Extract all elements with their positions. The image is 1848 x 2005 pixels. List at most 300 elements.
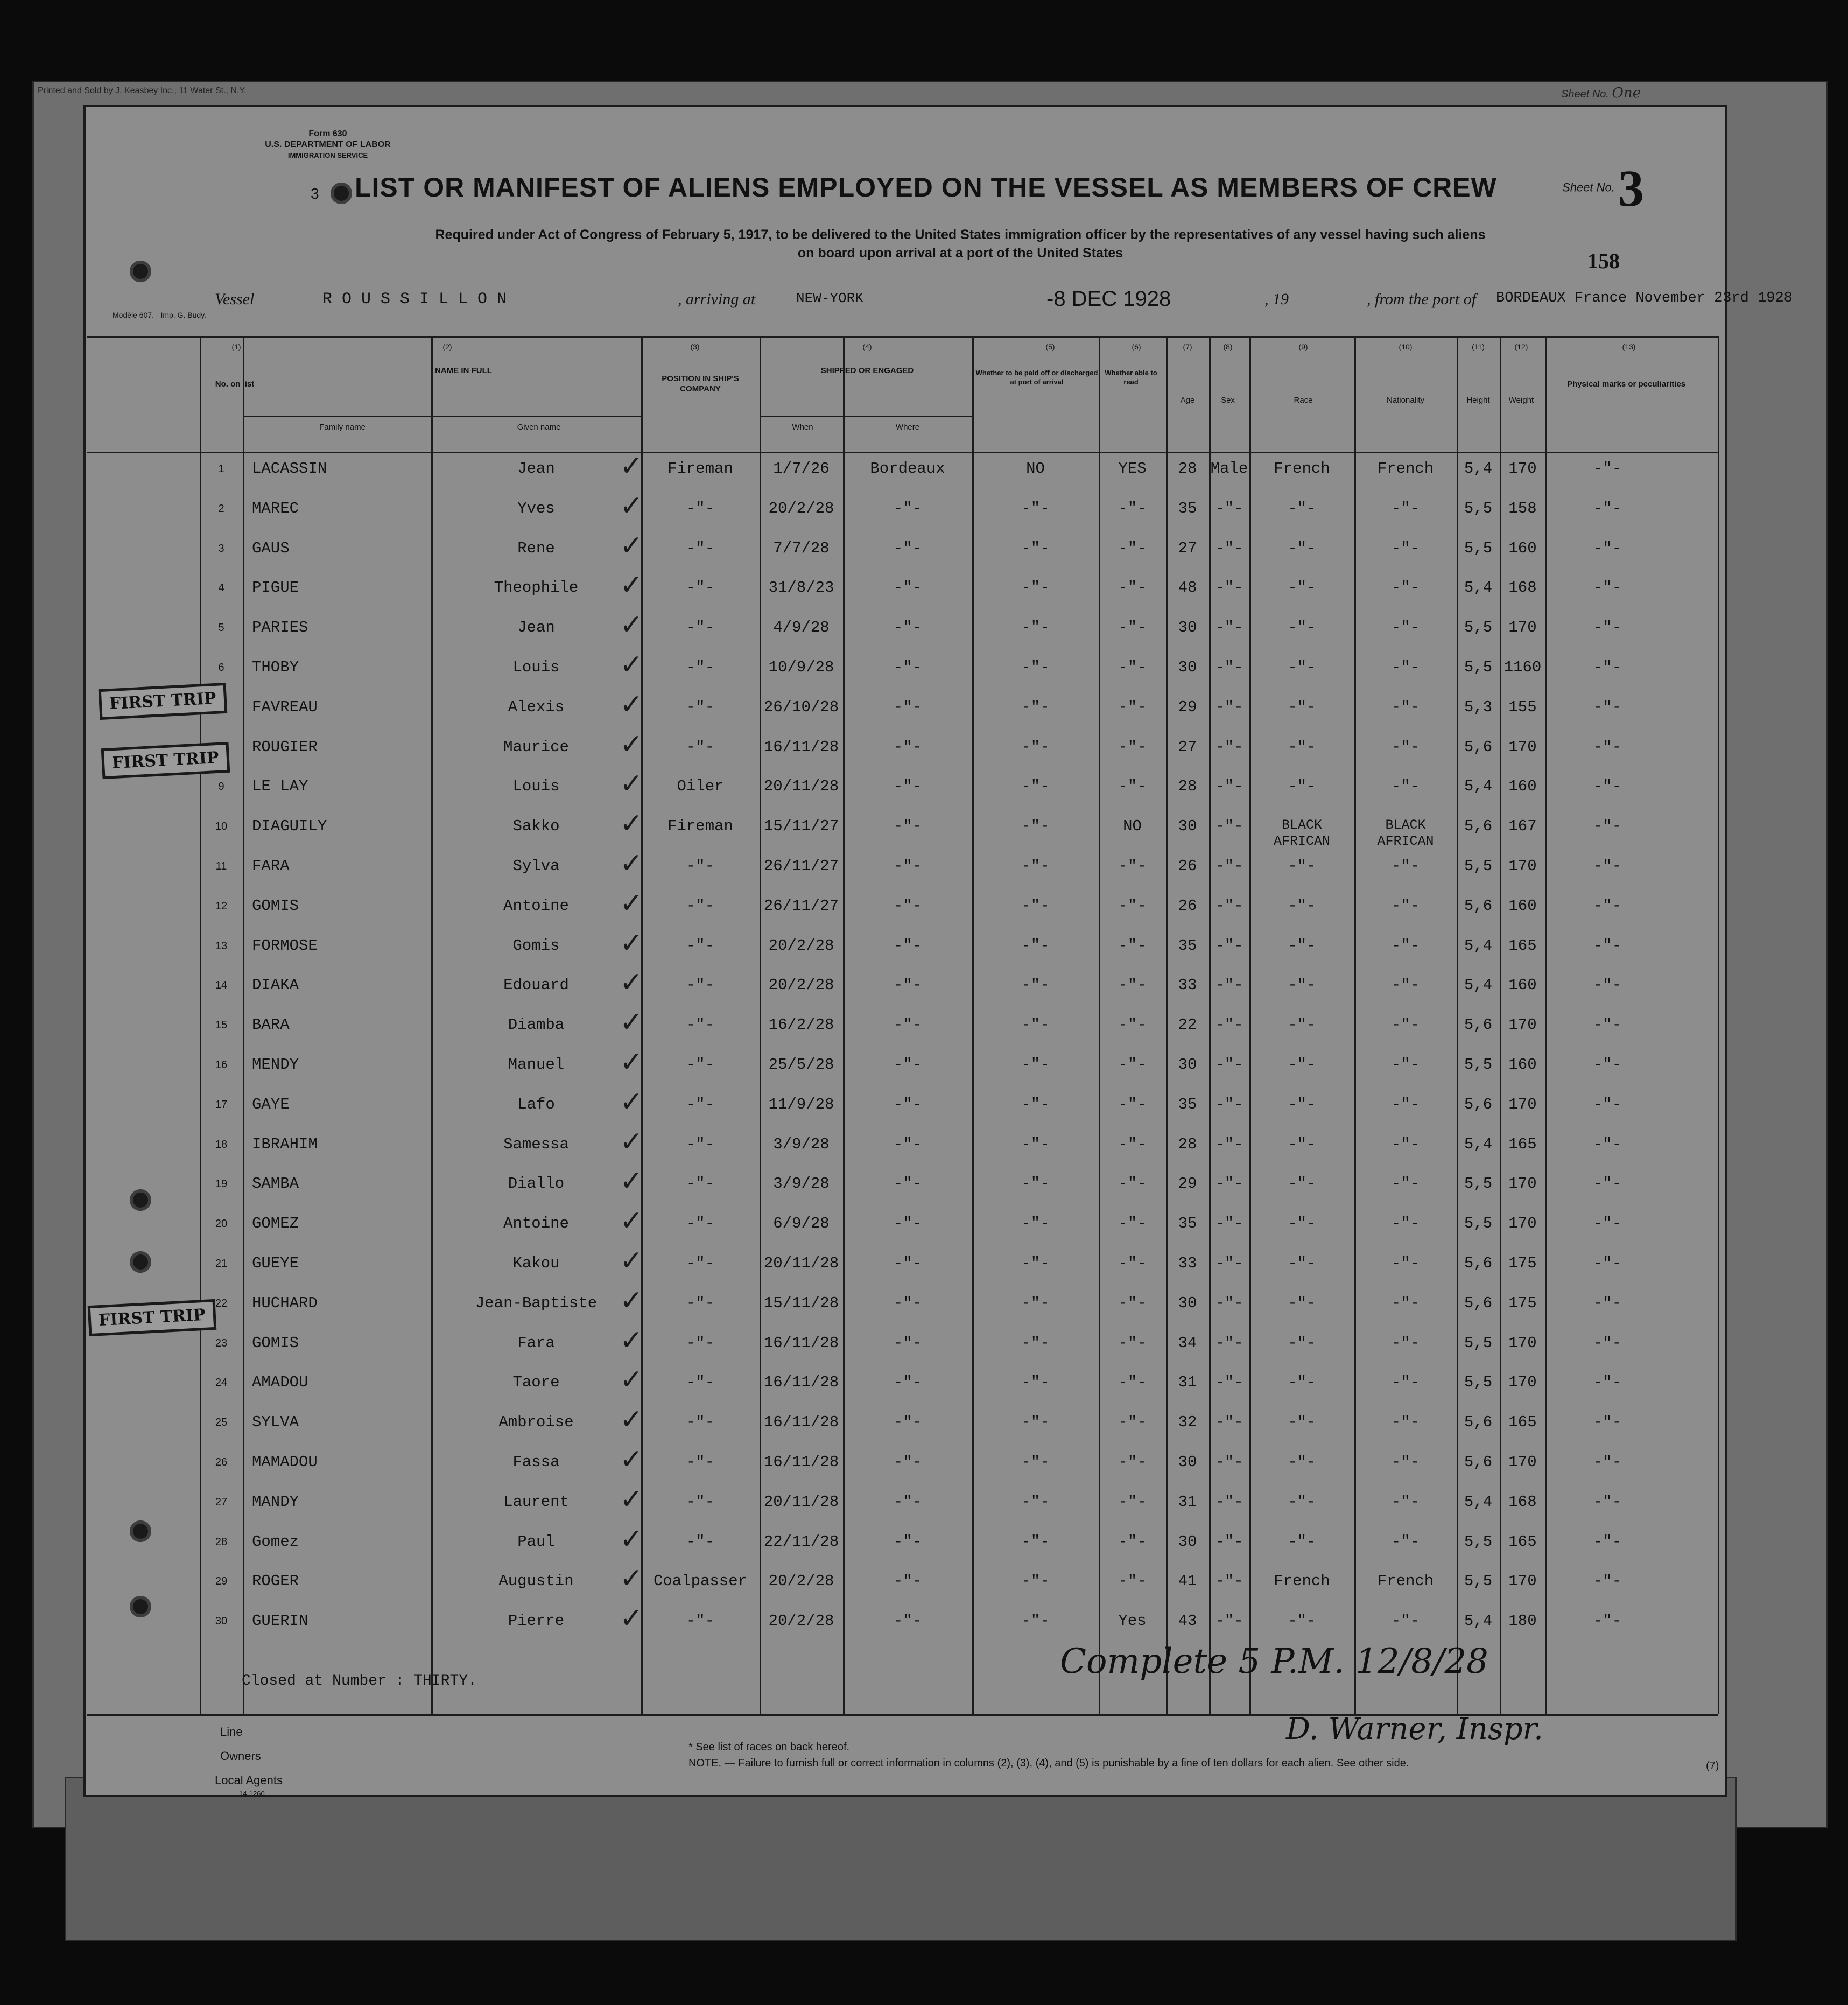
- cell-where: -"-: [893, 1572, 922, 1590]
- header-physical-marks: Physical marks or peculiarities: [1566, 380, 1686, 389]
- year-suffix: , 19: [1264, 290, 1289, 308]
- cell-marks: -"-: [1593, 539, 1622, 557]
- form-department-block: [215, 129, 441, 161]
- cell-given: Alexis: [508, 698, 565, 716]
- cell-read: -"-: [1118, 777, 1147, 796]
- cell-read: -"-: [1118, 1492, 1147, 1511]
- cell-family: IBRAHIM: [252, 1135, 318, 1153]
- cell-height: 5,6: [1464, 1254, 1493, 1272]
- cell-marks: -"-: [1593, 1373, 1622, 1392]
- cell-sex: -"-: [1215, 1215, 1243, 1233]
- cell-race: -"-: [1288, 1254, 1316, 1272]
- cell-where: -"-: [893, 1135, 922, 1153]
- cell-where: -"-: [893, 539, 922, 557]
- cell-when: 20/2/28: [768, 976, 834, 994]
- header-weight: Weight: [1508, 396, 1534, 405]
- cell-nationality: -"-: [1391, 698, 1420, 716]
- cell-paid-off: -"-: [1021, 817, 1050, 836]
- cell-when: 26/10/28: [763, 698, 839, 716]
- row-number: 10: [215, 821, 228, 833]
- cell-family: GAYE: [252, 1095, 290, 1113]
- cell-position: -"-: [686, 658, 715, 676]
- cell-weight: 1160: [1503, 658, 1542, 676]
- cell-race: French: [1274, 460, 1330, 478]
- cell-race: -"-: [1288, 1334, 1316, 1352]
- cell-nationality: BLACK AFRICAN: [1377, 817, 1434, 850]
- cell-nationality: -"-: [1391, 1334, 1420, 1352]
- cell-given: Diamba: [508, 1016, 565, 1034]
- arriving-port: NEW-YORK: [796, 290, 863, 306]
- row-number: 6: [218, 662, 224, 674]
- cell-sex: -"-: [1215, 499, 1243, 517]
- cell-where: -"-: [893, 777, 922, 796]
- cell-when: 16/11/28: [763, 1453, 839, 1471]
- punch-hole: [331, 183, 352, 204]
- cell-family: GOMIS: [252, 896, 299, 915]
- cell-height: 5,5: [1464, 1215, 1493, 1233]
- cell-position: -"-: [686, 1612, 715, 1630]
- verification-check-icon: ✓: [620, 1562, 643, 1595]
- cell-sex: -"-: [1215, 539, 1243, 557]
- cell-weight: 165: [1508, 1135, 1537, 1153]
- cell-height: 5,4: [1464, 777, 1493, 796]
- cell-age: 28: [1178, 460, 1197, 478]
- cell-weight: 168: [1508, 1492, 1537, 1511]
- verification-check-icon: ✓: [620, 489, 643, 522]
- failure-note: NOTE. — Failure to furnish full or correct information in columns (2), (3), (4), and (5) is punishable by a fine of ten dollars for each alien. See other side.: [688, 1757, 1409, 1769]
- cell-age: 30: [1178, 1056, 1197, 1074]
- header-shipped: SHIPPED OR ENGAGED: [820, 366, 914, 375]
- cell-paid-off: -"-: [1021, 1334, 1050, 1352]
- verification-check-icon: ✓: [620, 609, 643, 642]
- cell-nationality: -"-: [1391, 1215, 1420, 1233]
- cell-position: -"-: [686, 539, 715, 557]
- cell-family: MENDY: [252, 1056, 299, 1074]
- cell-given: Gomis: [512, 936, 560, 955]
- cell-where: -"-: [893, 1294, 922, 1312]
- cell-paid-off: -"-: [1021, 1453, 1050, 1471]
- cell-marks: -"-: [1593, 936, 1622, 955]
- cell-race: -"-: [1288, 539, 1316, 557]
- header-when: When: [792, 423, 813, 432]
- cell-when: 26/11/27: [763, 896, 839, 915]
- cell-marks: -"-: [1593, 857, 1622, 875]
- cell-weight: 160: [1508, 777, 1537, 796]
- verification-check-icon: ✓: [620, 1006, 643, 1039]
- cell-race: -"-: [1288, 1215, 1316, 1233]
- cell-given: Rene: [517, 539, 555, 557]
- cell-weight: 170: [1508, 619, 1537, 637]
- cell-given: Lafo: [517, 1095, 555, 1113]
- cell-given: Augustin: [498, 1572, 574, 1590]
- cell-height: 5,4: [1464, 1612, 1493, 1630]
- cell-paid-off: -"-: [1021, 1056, 1050, 1074]
- cell-sex: -"-: [1215, 1135, 1243, 1153]
- cell-position: -"-: [686, 1056, 715, 1074]
- cell-weight: 155: [1508, 698, 1537, 716]
- row-number: 29: [215, 1575, 228, 1588]
- races-note: * See list of races on back hereof.: [688, 1741, 850, 1753]
- print-info: Modèle 607. - Imp. G. Budy.: [113, 311, 207, 319]
- cell-sex: -"-: [1215, 1373, 1243, 1392]
- cell-race: -"-: [1288, 579, 1316, 597]
- cell-weight: 180: [1508, 1612, 1537, 1630]
- cell-paid-off: -"-: [1021, 698, 1050, 716]
- cell-where: -"-: [893, 579, 922, 597]
- cell-nationality: -"-: [1391, 976, 1420, 994]
- column-number: (4): [862, 342, 872, 351]
- cell-age: 31: [1178, 1373, 1197, 1392]
- form-number: Form 630: [308, 129, 347, 138]
- row-number: 12: [215, 900, 228, 912]
- cell-sex: -"-: [1215, 738, 1243, 756]
- cell-marks: -"-: [1593, 619, 1622, 637]
- cell-family: LE LAY: [252, 777, 308, 796]
- cell-height: 5,5: [1464, 619, 1493, 637]
- cell-paid-off: -"-: [1021, 1612, 1050, 1630]
- cell-race: -"-: [1288, 976, 1316, 994]
- cell-position: -"-: [686, 1254, 715, 1272]
- cell-weight: 160: [1508, 896, 1537, 915]
- cell-marks: -"-: [1593, 460, 1622, 478]
- cell-height: 5,6: [1464, 738, 1493, 756]
- table-column-rule: [243, 336, 244, 1714]
- cell-position: -"-: [686, 857, 715, 875]
- cell-sex: -"-: [1215, 777, 1243, 796]
- sheet-number: Sheet No. 3: [1562, 159, 1644, 217]
- row-number: 23: [215, 1337, 228, 1349]
- cell-position: -"-: [686, 1135, 715, 1153]
- cell-weight: 170: [1508, 1334, 1537, 1352]
- cell-age: 28: [1178, 777, 1197, 796]
- cell-sex: -"-: [1215, 1334, 1243, 1352]
- cell-family: GUERIN: [252, 1612, 308, 1630]
- cell-paid-off: -"-: [1021, 619, 1050, 637]
- cell-when: 10/9/28: [768, 658, 834, 676]
- cell-family: Gomez: [252, 1532, 299, 1551]
- cell-sex: -"-: [1215, 1095, 1243, 1113]
- manifest-sheet: [83, 105, 1793, 1798]
- cell-nationality: -"-: [1391, 896, 1420, 915]
- verification-check-icon: ✓: [620, 927, 643, 959]
- cell-family: FORMOSE: [252, 936, 318, 955]
- cell-given: Fassa: [512, 1453, 560, 1471]
- cell-sex: -"-: [1215, 1056, 1243, 1074]
- cell-given: Manuel: [508, 1056, 565, 1074]
- completion-note: Complete 5 P.M. 12/8/28: [1060, 1642, 1488, 1681]
- cell-read: -"-: [1118, 539, 1147, 557]
- cell-when: 20/2/28: [768, 1572, 834, 1590]
- cell-race: -"-: [1288, 1016, 1316, 1034]
- column-number: (5): [1045, 342, 1055, 351]
- cell-family: MANDY: [252, 1492, 299, 1511]
- cell-position: -"-: [686, 1095, 715, 1113]
- cell-paid-off: -"-: [1021, 896, 1050, 915]
- cell-marks: -"-: [1593, 579, 1622, 597]
- row-number: 19: [215, 1178, 228, 1190]
- cell-given: Jean-Baptiste: [475, 1294, 598, 1312]
- cell-when: 20/11/28: [763, 1492, 839, 1511]
- cell-marks: -"-: [1593, 698, 1622, 716]
- cell-given: Jean: [517, 460, 555, 478]
- cell-position: -"-: [686, 1413, 715, 1432]
- cell-paid-off: -"-: [1021, 1175, 1050, 1193]
- cell-read: NO: [1123, 817, 1142, 836]
- cell-age: 27: [1178, 738, 1197, 756]
- cell-position: -"-: [686, 619, 715, 637]
- line-label: Line: [220, 1725, 243, 1738]
- cell-paid-off: -"-: [1021, 499, 1050, 517]
- cell-where: -"-: [893, 619, 922, 637]
- verification-check-icon: ✓: [620, 569, 643, 602]
- side-mark: (7): [1706, 1760, 1719, 1772]
- cell-race: -"-: [1288, 1056, 1316, 1074]
- cell-family: GOMEZ: [252, 1215, 299, 1233]
- cell-given: Maurice: [503, 738, 569, 756]
- first-trip-stamp: FIRST TRIP: [99, 683, 227, 720]
- cell-race: -"-: [1288, 1492, 1316, 1511]
- cell-where: -"-: [893, 1175, 922, 1193]
- header-where: Where: [895, 423, 920, 432]
- cell-sex: -"-: [1215, 1572, 1243, 1590]
- cell-race: -"-: [1288, 1135, 1316, 1153]
- cell-age: 28: [1178, 1135, 1197, 1153]
- column-number: (12): [1514, 342, 1528, 351]
- cell-marks: -"-: [1593, 1056, 1622, 1074]
- cell-nationality: -"-: [1391, 1532, 1420, 1551]
- header-given-name: Given name: [517, 423, 561, 432]
- cell-height: 5,6: [1464, 1294, 1493, 1312]
- row-number: 11: [215, 860, 227, 872]
- cell-where: -"-: [893, 499, 922, 517]
- cell-age: 35: [1178, 499, 1197, 517]
- cell-where: -"-: [893, 1215, 922, 1233]
- verification-check-icon: ✓: [620, 1443, 643, 1476]
- cell-when: 7/7/28: [773, 539, 830, 557]
- cell-paid-off: -"-: [1021, 1413, 1050, 1432]
- cell-paid-off: -"-: [1021, 1572, 1050, 1590]
- cell-race: -"-: [1288, 1373, 1316, 1392]
- header-paid-off: Whether to be paid off or discharged at port of arrival: [975, 369, 1098, 386]
- cell-marks: -"-: [1593, 1254, 1622, 1272]
- cell-weight: 165: [1508, 1413, 1537, 1432]
- first-trip-stamp: FIRST TRIP: [88, 1299, 216, 1336]
- cell-sex: -"-: [1215, 817, 1243, 836]
- cell-read: -"-: [1118, 936, 1147, 955]
- verification-check-icon: ✓: [620, 887, 643, 920]
- header-able-to-read: Whether able to read: [1105, 369, 1157, 386]
- cell-position: -"-: [686, 499, 715, 517]
- cell-nationality: French: [1377, 460, 1434, 478]
- cell-height: 5,4: [1464, 1492, 1493, 1511]
- cell-when: 11/9/28: [768, 1095, 834, 1113]
- verification-check-icon: ✓: [620, 1404, 643, 1436]
- manifest-subtitle: Required under Act of Congress of February 5, 1917, to be delivered to the United States immigration officer by the representatives of any vessel having such aliens on board upon arrival at a port of the United States: [435, 227, 1486, 261]
- row-number: 5: [218, 622, 224, 634]
- column-number: (2): [442, 342, 452, 351]
- cell-given: Sakko: [512, 817, 560, 836]
- cell-where: -"-: [893, 1453, 922, 1471]
- cell-given: Antoine: [503, 896, 569, 915]
- cell-position: Fireman: [667, 460, 733, 478]
- cell-family: AMADOU: [252, 1373, 308, 1392]
- cell-race: -"-: [1288, 1413, 1316, 1432]
- cell-race: -"-: [1288, 499, 1316, 517]
- cell-weight: 170: [1508, 1016, 1537, 1034]
- cell-age: 35: [1178, 1095, 1197, 1113]
- column-number: (9): [1298, 342, 1308, 351]
- verification-check-icon: ✓: [620, 966, 643, 999]
- row-number: 4: [218, 582, 224, 594]
- cell-sex: Male: [1210, 460, 1248, 478]
- cell-sex: -"-: [1215, 1294, 1243, 1312]
- cell-race: -"-: [1288, 1453, 1316, 1471]
- cell-sex: -"-: [1215, 896, 1243, 915]
- cell-when: 20/2/28: [768, 936, 834, 955]
- cell-position: -"-: [686, 896, 715, 915]
- stray-mark: 3: [311, 185, 319, 202]
- cell-marks: -"-: [1593, 1413, 1622, 1432]
- cell-paid-off: -"-: [1021, 738, 1050, 756]
- row-number: 28: [215, 1536, 228, 1548]
- cell-height: 5,3: [1464, 698, 1493, 716]
- cell-nationality: -"-: [1391, 1294, 1420, 1312]
- header-race: Race: [1294, 396, 1313, 405]
- verification-check-icon: ✓: [620, 808, 643, 840]
- subheader-rule: [760, 416, 972, 417]
- cell-marks: -"-: [1593, 777, 1622, 796]
- cell-when: 20/2/28: [768, 1612, 834, 1630]
- cell-paid-off: -"-: [1021, 1373, 1050, 1392]
- column-number: (11): [1472, 342, 1485, 351]
- row-number: 24: [215, 1377, 228, 1389]
- inspector-signature: D. Warner, Inspr.: [1286, 1712, 1543, 1747]
- cell-nationality: -"-: [1391, 936, 1420, 955]
- cell-sex: -"-: [1215, 976, 1243, 994]
- cell-position: -"-: [686, 1215, 715, 1233]
- column-number: (3): [690, 342, 700, 351]
- header-family-name: Family name: [319, 423, 366, 432]
- cell-age: 33: [1178, 1254, 1197, 1272]
- entry-count: 158: [1587, 249, 1620, 273]
- header-height: Height: [1466, 396, 1490, 405]
- cell-race: -"-: [1288, 658, 1316, 676]
- verification-check-icon: ✓: [620, 1046, 643, 1078]
- cell-height: 5,5: [1464, 658, 1493, 676]
- cell-where: -"-: [893, 1254, 922, 1272]
- cell-given: Louis: [512, 658, 560, 676]
- arriving-label: , arriving at: [678, 290, 756, 308]
- local-agents-label: Local Agents: [215, 1773, 283, 1787]
- cell-sex: -"-: [1215, 1612, 1243, 1630]
- cell-weight: 160: [1508, 1056, 1537, 1074]
- column-number: (1): [231, 342, 241, 351]
- verification-check-icon: ✓: [620, 1483, 643, 1516]
- verification-check-icon: ✓: [620, 1085, 643, 1118]
- cell-age: 30: [1178, 619, 1197, 637]
- cell-height: 5,4: [1464, 1135, 1493, 1153]
- cell-marks: -"-: [1593, 817, 1622, 836]
- column-number: (6): [1132, 342, 1141, 351]
- cell-when: 1/7/26: [773, 460, 830, 478]
- verification-check-icon: ✓: [620, 688, 643, 721]
- cell-family: ROGER: [252, 1572, 299, 1590]
- cell-given: Ambroise: [498, 1413, 574, 1432]
- header-name-in-full: NAME IN FULL: [435, 366, 492, 375]
- column-number: (13): [1622, 342, 1636, 351]
- verification-check-icon: ✓: [620, 1602, 643, 1635]
- cell-nationality: -"-: [1391, 777, 1420, 796]
- cell-marks: -"-: [1593, 1492, 1622, 1511]
- cell-family: GAUS: [252, 539, 290, 557]
- cell-family: SAMBA: [252, 1175, 299, 1193]
- cell-nationality: -"-: [1391, 619, 1420, 637]
- cell-height: 5,6: [1464, 1413, 1493, 1432]
- cell-position: -"-: [686, 1016, 715, 1034]
- cell-read: -"-: [1118, 1413, 1147, 1432]
- table-row-rule: [87, 336, 1718, 338]
- cell-race: -"-: [1288, 619, 1316, 637]
- cell-marks: -"-: [1593, 1572, 1622, 1590]
- cell-given: Pierre: [508, 1612, 565, 1630]
- verification-check-icon: ✓: [620, 529, 643, 562]
- cell-age: 22: [1178, 1016, 1197, 1034]
- cell-where: -"-: [893, 976, 922, 994]
- cell-family: MAREC: [252, 499, 299, 517]
- cell-sex: -"-: [1215, 936, 1243, 955]
- cell-weight: 170: [1508, 857, 1537, 875]
- agents-code: 14-1260: [239, 1790, 265, 1798]
- cell-given: Louis: [512, 777, 560, 796]
- cell-position: -"-: [686, 936, 715, 955]
- cell-given: Diallo: [508, 1175, 565, 1193]
- cell-marks: -"-: [1593, 1215, 1622, 1233]
- vessel-name: R O U S S I L L O N: [322, 290, 507, 309]
- cell-family: GUEYE: [252, 1254, 299, 1272]
- cell-where: -"-: [893, 1532, 922, 1551]
- cell-age: 29: [1178, 1175, 1197, 1193]
- cell-marks: -"-: [1593, 1532, 1622, 1551]
- cell-read: -"-: [1118, 1532, 1147, 1551]
- row-number: 9: [218, 781, 224, 793]
- cell-read: -"-: [1118, 1056, 1147, 1074]
- cell-sex: -"-: [1215, 1413, 1243, 1432]
- cell-read: -"-: [1118, 658, 1147, 676]
- cell-position: -"-: [686, 579, 715, 597]
- cell-height: 5,6: [1464, 1016, 1493, 1034]
- verification-check-icon: ✓: [620, 1523, 643, 1555]
- verification-check-icon: ✓: [620, 728, 643, 761]
- cell-weight: 175: [1508, 1254, 1537, 1272]
- verification-check-icon: ✓: [620, 1245, 643, 1277]
- cell-family: DIAKA: [252, 976, 299, 994]
- cell-read: -"-: [1118, 976, 1147, 994]
- cell-weight: 170: [1508, 1572, 1537, 1590]
- cell-family: PIGUE: [252, 579, 299, 597]
- cell-height: 5,4: [1464, 976, 1493, 994]
- verification-check-icon: ✓: [620, 1324, 643, 1357]
- cell-read: -"-: [1118, 1016, 1147, 1034]
- cell-read: -"-: [1118, 579, 1147, 597]
- cell-when: 15/11/27: [763, 817, 839, 836]
- owners-label: Owners: [220, 1749, 261, 1763]
- cell-marks: -"-: [1593, 658, 1622, 676]
- cell-weight: 170: [1508, 1453, 1537, 1471]
- cell-family: SYLVA: [252, 1413, 299, 1432]
- cell-when: 16/11/28: [763, 738, 839, 756]
- cell-read: -"-: [1118, 1254, 1147, 1272]
- cell-height: 5,6: [1464, 1095, 1493, 1113]
